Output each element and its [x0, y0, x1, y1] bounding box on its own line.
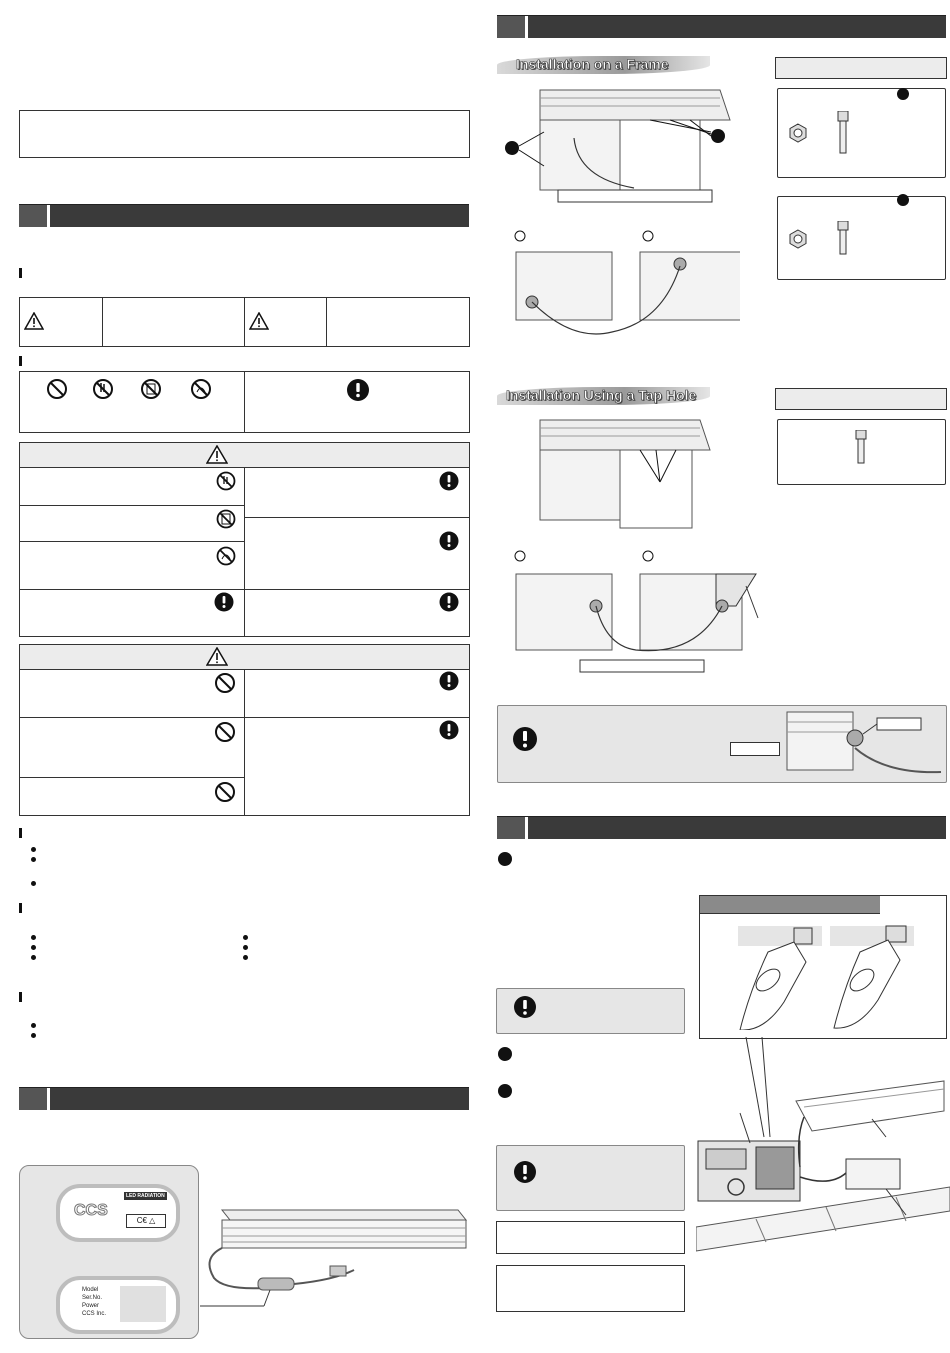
ser-no-label: Ser.No. [82, 1295, 103, 1301]
connector-detail-box [699, 895, 947, 1039]
no-disassemble-icon [216, 509, 236, 529]
label-panel [19, 1165, 199, 1339]
bullet [31, 881, 36, 886]
bullet [31, 847, 36, 852]
note-callout-box [730, 742, 780, 756]
caution-triangle-icon [249, 312, 269, 330]
prohibited-icon [214, 672, 236, 694]
tap-install-diagram [500, 410, 760, 680]
parts-header-frame [775, 57, 947, 79]
parts-box-a [777, 88, 946, 178]
parts-box-c [777, 419, 946, 485]
subsection-marker [19, 903, 22, 913]
bullet [243, 955, 248, 960]
subsection-marker [19, 356, 22, 366]
connection-info-box-1 [496, 1221, 685, 1254]
caution-table [19, 644, 470, 816]
step-marker-icon [497, 1083, 513, 1099]
bullet [31, 955, 36, 960]
prohibited-icon [46, 378, 68, 400]
bullet [31, 935, 36, 940]
parts-header-tap [775, 388, 947, 410]
product-illustration [200, 1190, 470, 1320]
connection-note-1 [496, 988, 685, 1034]
warning-table [19, 442, 470, 637]
signal-word-table [19, 297, 470, 347]
no-touch-icon [216, 471, 236, 491]
mandatory-icon [346, 378, 370, 402]
mandatory-icon [513, 995, 537, 1019]
nut-icon [788, 123, 808, 143]
section-bar-installation [497, 15, 946, 38]
frame-install-diagram [500, 80, 740, 340]
subsection-marker [19, 992, 22, 1002]
tap-install-title: Installation Using a Tap Hole [506, 387, 697, 403]
part-marker-icon [896, 87, 910, 101]
parts-box-b [777, 196, 946, 280]
nut-icon [788, 229, 808, 249]
section-bar-product [19, 1087, 469, 1110]
mandatory-icon [439, 720, 459, 740]
warning-triangle-icon [24, 312, 44, 330]
no-wet-hands-icon [190, 378, 212, 400]
section-bar-safety [19, 204, 469, 227]
frame-install-title: Installation on a Frame [516, 56, 669, 72]
bolt-icon [836, 111, 850, 155]
part-marker-icon [896, 193, 910, 207]
installation-note-panel [497, 705, 947, 783]
no-disassemble-icon [140, 378, 162, 400]
power-label: Power [82, 1303, 100, 1309]
led-label [56, 1184, 180, 1242]
warning-triangle-icon [206, 445, 228, 464]
mandatory-icon [513, 1160, 537, 1184]
prohibited-icon [214, 781, 236, 803]
caution-triangle-icon [206, 647, 228, 666]
no-wet-hands-icon [216, 546, 236, 566]
bullet [31, 857, 36, 862]
bullet [31, 1033, 36, 1038]
symbol-table [19, 371, 470, 433]
section-bar-connection [497, 816, 946, 839]
mandatory-icon [439, 531, 459, 551]
connection-note-2 [496, 1145, 685, 1211]
step-marker-icon [497, 851, 513, 867]
bullet [243, 945, 248, 950]
mandatory-icon [214, 592, 234, 612]
maker-label: CCS Inc. [82, 1311, 107, 1317]
bolt-icon [836, 221, 850, 255]
bullet [31, 945, 36, 950]
subsection-marker [19, 268, 22, 278]
step-marker-icon [497, 1046, 513, 1062]
connection-info-box-2 [496, 1265, 685, 1312]
system-illustration [696, 1037, 950, 1257]
bullet [243, 935, 248, 940]
connector-plugging-illustration [730, 922, 940, 1030]
bolt-icon [854, 430, 868, 464]
led-radiation-label: LED RADIATION [126, 1193, 165, 1199]
subsection-marker [19, 828, 22, 838]
prohibited-icon [214, 721, 236, 743]
mandatory-icon [439, 471, 459, 491]
spec-label [56, 1276, 180, 1334]
mandatory-icon [439, 671, 459, 691]
bullet [31, 1023, 36, 1028]
no-touch-icon [92, 378, 114, 400]
model-label: Model [82, 1287, 99, 1293]
cert-marks: C€ △ [126, 1214, 166, 1228]
mandatory-icon [439, 592, 459, 612]
cable-clamp-illustration [783, 708, 943, 780]
notice-box [19, 110, 470, 158]
brand-logo: CCS [74, 1202, 108, 1219]
mandatory-icon [512, 726, 538, 752]
